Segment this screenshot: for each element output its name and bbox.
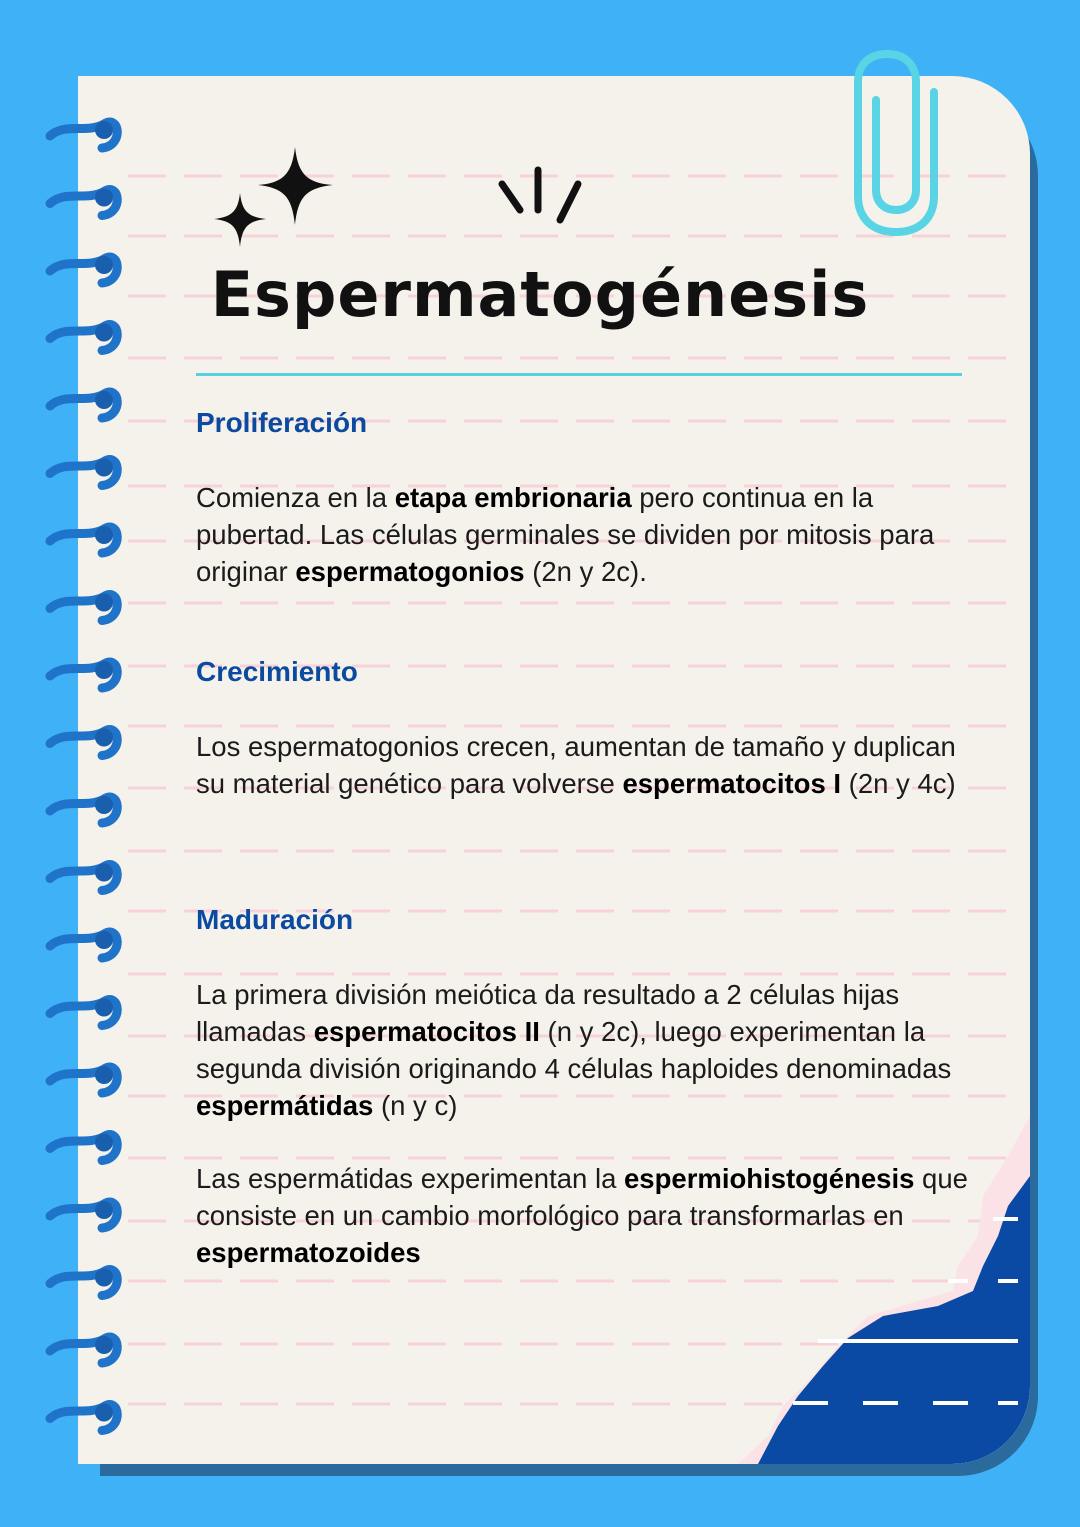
text-run: que consiste en un cambio morfológico para transformarlas en [196, 1163, 968, 1231]
spiral-ring [50, 256, 117, 283]
bold-term: espermatogonios [295, 556, 525, 587]
text-run: Los espermatogonios crecen, aumentan de tamaño y duplican su material genético para volverse [196, 731, 956, 799]
section-paragraph [196, 976, 976, 1124]
spiral-ring [50, 1201, 117, 1228]
section-paragraph [196, 1160, 986, 1271]
section-paragraph [196, 479, 956, 590]
emphasis-lines-icon [494, 162, 586, 228]
text-run: (2n y 4c) [841, 768, 956, 799]
spiral-ring [50, 121, 117, 148]
title-divider [196, 373, 962, 376]
text-run: pero continua en la pubertad. Las células germinales se dividen por mitosis para originar [196, 482, 935, 587]
text-run: (2n y 2c). [524, 556, 647, 587]
spiral-ring [50, 729, 117, 756]
section-heading: Proliferación [196, 407, 368, 438]
page-title: Espermatogénesis [210, 258, 870, 331]
bold-term: espermatocitos I [622, 768, 842, 799]
spiral-ring [50, 391, 117, 418]
spiral-ring [50, 661, 117, 688]
section-paragraph [196, 728, 956, 802]
spiral-ring [50, 999, 117, 1026]
spiral-ring [50, 1066, 117, 1093]
bold-term: espermátidas [196, 1090, 374, 1121]
spiral-ring [50, 796, 117, 823]
spiral-ring [50, 594, 117, 621]
sparkles-icon [208, 145, 343, 255]
section-heading: Maduración [196, 904, 354, 935]
bold-term: espermiohistogénesis [624, 1163, 915, 1194]
text-run: (n y 2c), luego experimentan la segunda división originando 4 células haploides denominadas [196, 1016, 952, 1084]
spiral-ring [50, 526, 117, 553]
paperclip-icon [850, 50, 942, 245]
spiral-ring [50, 324, 117, 351]
spiral-ring [50, 864, 117, 891]
text-run: Comienza en la [196, 482, 395, 513]
section-heading: Crecimiento [196, 656, 358, 687]
spiral-ring [50, 1404, 117, 1431]
spiral-ring [50, 1269, 117, 1296]
spiral-binding [38, 96, 128, 1456]
bold-term: etapa embrionaria [394, 482, 632, 513]
spiral-ring [50, 931, 117, 958]
spiral-ring [50, 1134, 117, 1161]
text-run: Las espermátidas experimentan la [196, 1163, 625, 1194]
spiral-ring [50, 459, 117, 486]
text-run: La primera división meiótica da resultado a 2 células hijas llamadas [196, 979, 900, 1047]
spiral-ring [50, 1336, 117, 1363]
text-run: (n y c) [373, 1090, 458, 1121]
bold-term: espermatozoides [196, 1237, 421, 1268]
bold-term: espermatocitos II [313, 1016, 540, 1047]
spiral-ring [50, 189, 117, 216]
